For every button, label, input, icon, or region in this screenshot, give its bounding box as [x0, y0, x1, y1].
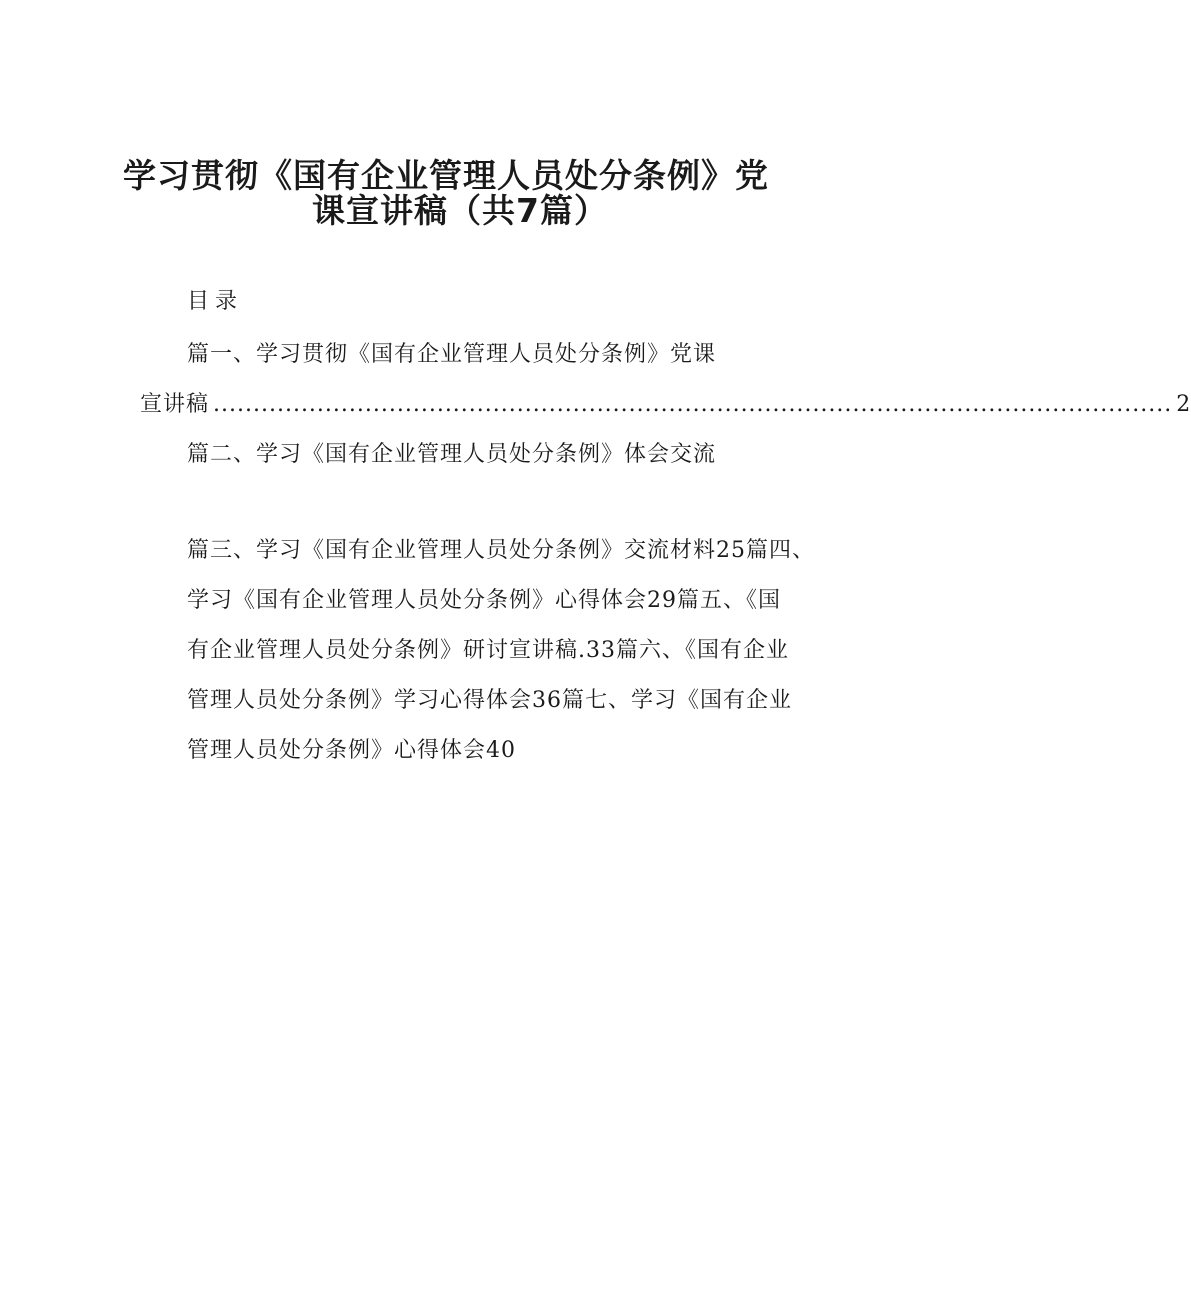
document-title-line-1: 学习贯彻《国有企业管理人员处分条例》党 [123, 156, 769, 195]
toc-heading: 目录 [187, 289, 244, 314]
toc-entry-1-page: 2 [1176, 392, 1191, 417]
toc-entry-1-line-1: 篇一、学习贯彻《国有企业管理人员处分条例》党课 [187, 342, 717, 367]
toc-entry-1-text: 宣讲稿 [140, 392, 210, 417]
toc-entry-1-line-2 [140, 387, 1191, 418]
toc-paragraph-line-3: 有企业管理人员处分条例》研讨宣讲稿.33篇六、《国有企业 [187, 638, 789, 663]
toc-paragraph-line-4: 管理人员处分条例》学习心得体会36篇七、学习《国有企业 [187, 688, 792, 713]
toc-paragraph-line-1: 篇三、学习《国有企业管理人员处分条例》交流材料25篇四、 [187, 538, 815, 563]
toc-entry-2: 篇二、学习《国有企业管理人员处分条例》体会交流 [187, 442, 717, 467]
document-title-line-2: 课宣讲稿（共7篇） [312, 191, 608, 230]
toc-paragraph-line-5: 管理人员处分条例》心得体会40 [187, 738, 516, 763]
toc-dot-leader: ........................................................................................................................ [213, 392, 1173, 417]
toc-paragraph-line-2: 学习《国有企业管理人员处分条例》心得体会29篇五、《国 [187, 588, 781, 613]
